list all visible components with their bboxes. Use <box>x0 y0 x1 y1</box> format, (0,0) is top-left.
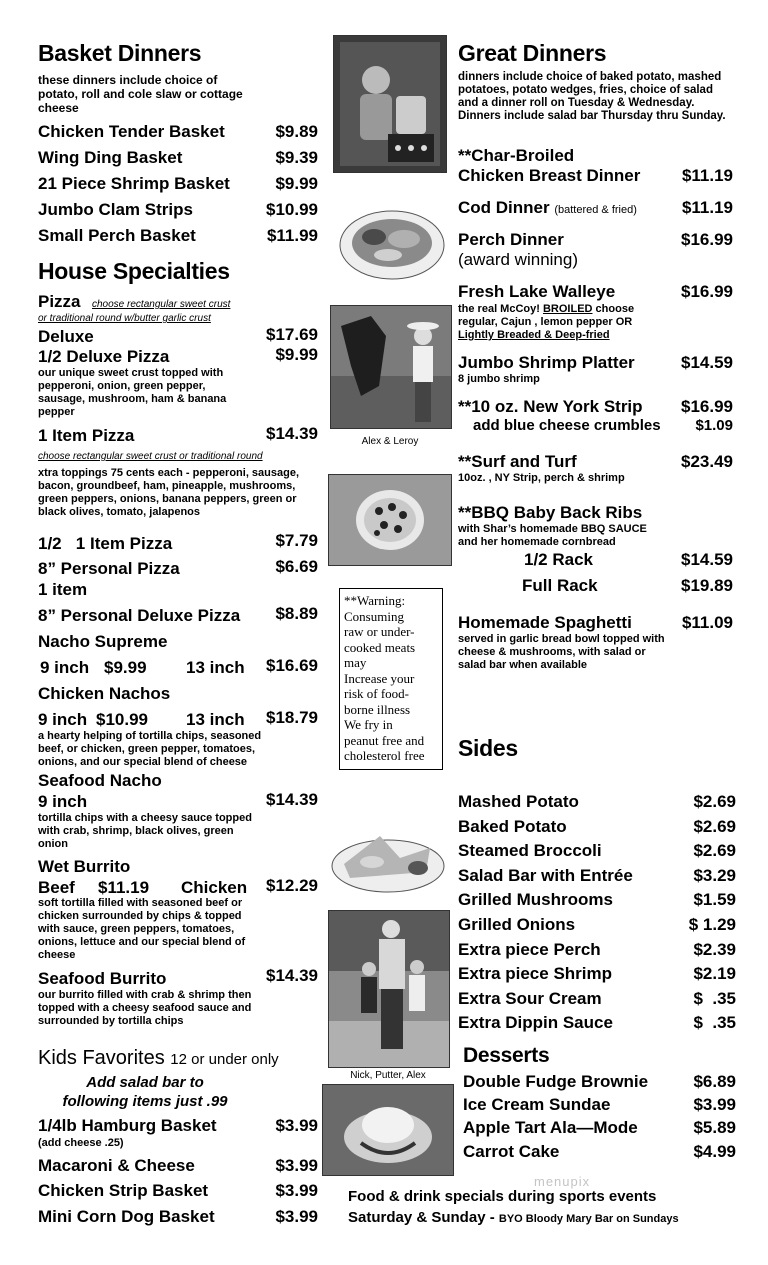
horse-photo-caption: Alex & Leroy <box>361 436 419 447</box>
bbq-ribs-desc-1: with Shar’s homemade BBQ SAUCE <box>458 523 647 535</box>
kids-item-name: Chicken Strip Basket <box>38 1181 209 1200</box>
basket-item-name: 21 Piece Shrimp Basket <box>38 174 230 193</box>
warning-line: risk of food- <box>344 686 409 701</box>
dessert-photo-graphic <box>323 1085 453 1175</box>
basket-item-price: $11.99 <box>266 226 318 245</box>
kids-favorites-title <box>38 1047 279 1070</box>
sides-item-name: Grilled Onions <box>458 915 576 934</box>
sides-item-price: $2.39 <box>693 939 736 959</box>
desserts-item-price: $3.99 <box>693 1095 736 1115</box>
ny-strip-price: $16.99 <box>681 397 733 416</box>
seafood-burrito-description: our burrito filled with crab & shrimp then topped with a cheesy seafood sauce and surrounded by tortilla chips <box>38 989 252 1027</box>
kids-title-text: Kids Favorites <box>38 1047 165 1069</box>
chicken-breast-price: $11.19 <box>681 166 733 185</box>
horse-photo-graphic <box>331 306 451 428</box>
half-one-item-name: 1/2 1 Item Pizza <box>38 534 173 553</box>
half-rack-name: 1/2 Rack <box>524 550 593 569</box>
kids-subtitle-1: Add salad bar to <box>86 1074 204 1091</box>
cn-13-price: $18.79 <box>266 708 318 727</box>
desserts-item-name: Carrot Cake <box>463 1141 560 1161</box>
warning-line: Consuming <box>344 608 404 624</box>
footer-bloody-mary: BYO Bloody Mary Bar on Sundays <box>498 1213 679 1225</box>
footer-weekend: Saturday & Sunday - <box>348 1209 495 1226</box>
ny-strip-name: **10 oz. New York Strip <box>458 397 643 416</box>
cn-13-label: 13 inch <box>186 710 245 729</box>
seafood-nacho-title: Seafood Nacho <box>38 771 162 790</box>
kids-item-price: $3.99 <box>275 1181 318 1200</box>
sides-item-price: $ .35 <box>693 988 736 1008</box>
seafood-nacho-description: tortilla chips with a cheesy sauce topped with crab, shrimp, black olives, green onion <box>38 812 252 850</box>
char-broiled-label: **Char-Broiled <box>458 146 575 165</box>
kids-item-note: (add cheese .25) <box>38 1137 124 1149</box>
nacho-plate-graphic <box>330 828 446 894</box>
full-rack-name: Full Rack <box>522 576 598 595</box>
kids-item-price: $3.99 <box>275 1116 318 1135</box>
basket-dinners-title: Basket Dinners <box>38 40 202 66</box>
sides-item-price: $1.59 <box>693 890 736 910</box>
surf-turf-name: **Surf and Turf <box>458 452 577 471</box>
bbq-ribs-name: **BBQ Baby Back Ribs <box>458 503 643 522</box>
deluxe-price: $17.69 <box>266 325 318 344</box>
nacho-9-label: 9 inch <box>40 658 90 677</box>
wet-burrito-beef-price: $11.19 <box>98 878 150 897</box>
desserts-item-price: $5.89 <box>693 1118 736 1138</box>
warning-line: Increase your <box>344 670 415 686</box>
cn-9-label: 9 inch <box>38 710 88 729</box>
trophy-photo-graphic <box>334 36 446 172</box>
kids-item-name: Mini Corn Dog Basket <box>38 1207 215 1226</box>
basket-item-name: Chicken Tender Basket <box>38 122 225 141</box>
family-photo-graphic <box>329 911 449 1067</box>
sides-item-name: Extra Dippin Sauce <box>458 1013 613 1033</box>
cod-dinner-note: (battered & fried) <box>554 204 637 216</box>
basket-description: these dinners include choice of potato, roll and cole slaw or cottage cheese <box>38 73 243 115</box>
desserts-title: Desserts <box>463 1044 550 1067</box>
sides-item-price: $2.19 <box>693 964 736 984</box>
surf-turf-price: $23.49 <box>681 452 733 471</box>
nacho-9-price: $9.99 <box>104 658 147 677</box>
family-photo <box>328 910 450 1068</box>
walleye-price: $16.99 <box>681 282 733 301</box>
house-specialties-title: House Specialties <box>38 258 230 284</box>
desserts-item-price: $6.89 <box>693 1072 736 1091</box>
warning-line: raw or under- <box>344 624 415 639</box>
warning-line: We fry in <box>344 717 393 732</box>
personal-pizza-name: 8” Personal Pizza <box>38 559 180 578</box>
wet-burrito-chicken-price: $12.29 <box>266 876 318 895</box>
walleye-name: Fresh Lake Walleye <box>458 282 616 301</box>
warning-line: cholesterol free <box>344 748 425 763</box>
warning-line: peanut free and <box>344 732 425 748</box>
pizza-photo-graphic <box>329 475 451 565</box>
footer-line-1: Food & drink specials during sports events <box>348 1188 657 1205</box>
one-item-note: choose rectangular sweet crust or traditional round <box>38 451 263 462</box>
sides-title: Sides <box>458 735 518 761</box>
wet-burrito-title: Wet Burrito <box>38 857 131 876</box>
spaghetti-name: Homemade Spaghetti <box>458 613 632 632</box>
pizza-photo <box>328 474 452 566</box>
cod-dinner <box>458 198 637 218</box>
sides-item-name: Mashed Potato <box>458 792 579 811</box>
walleye-desc-text: the real McCoy! <box>458 303 540 315</box>
seafood-nacho-size: 9 inch <box>38 792 88 811</box>
sides-item-price: $ .35 <box>693 1013 736 1033</box>
kids-title-note: 12 or under only <box>170 1051 279 1068</box>
sides-item-name: Extra piece Perch <box>458 939 601 959</box>
pizza-note: or traditional round w/butter garlic crust <box>38 313 211 324</box>
perch-dinner-price: $16.99 <box>681 230 733 249</box>
watermark: menupix <box>534 1174 591 1189</box>
nacho-13-price: $16.69 <box>266 656 318 675</box>
blue-cheese-price: $1.09 <box>695 417 733 434</box>
spaghetti-description: served in garlic bread bowl topped with cheese & mushrooms, with salad or salad bar when available <box>458 633 665 671</box>
sides-item-price: $2.69 <box>693 816 736 836</box>
vintage-trophy-photo <box>333 35 447 173</box>
spaghetti-price: $11.09 <box>681 613 733 632</box>
sides-item-name: Steamed Broccoli <box>458 841 602 861</box>
shrimp-plate-photo <box>338 207 446 281</box>
chicken-breast-name: Chicken Breast Dinner <box>458 166 641 185</box>
shrimp-platter-price: $14.59 <box>681 353 733 372</box>
basket-item-name: Small Perch Basket <box>38 226 196 245</box>
great-dinners-title: Great Dinners <box>458 40 607 66</box>
basket-item-price: $9.89 <box>275 122 318 141</box>
warning-line: cooked meats <box>344 639 416 655</box>
blue-cheese-addon: add blue cheese crumbles <box>473 417 661 434</box>
sides-item-name: Grilled Mushrooms <box>458 890 613 910</box>
personal-pizza-sub: 1 item <box>38 580 88 599</box>
sides-item-name: Baked Potato <box>458 816 567 836</box>
nacho-13-label: 13 inch <box>186 658 245 677</box>
sides-item-price: $2.69 <box>693 792 736 811</box>
walleye-description-2: regular, Cajun , lemon pepper OR <box>458 316 633 328</box>
kids-item-name: 1/4lb Hamburg Basket <box>38 1116 217 1135</box>
pizza-note: choose rectangular sweet crust <box>92 299 231 310</box>
full-rack-price: $19.89 <box>681 576 733 595</box>
basket-item-name: Jumbo Clam Strips <box>38 200 193 219</box>
basket-item-price: $9.39 <box>275 148 318 167</box>
shrimp-plate-graphic <box>338 207 446 281</box>
horse-photo <box>330 305 452 429</box>
personal-deluxe-name: 8” Personal Deluxe Pizza <box>38 606 241 625</box>
perch-dinner-name: Perch Dinner <box>458 230 564 249</box>
deluxe-name: Deluxe <box>38 327 94 346</box>
family-photo-caption: Nick, Putter, Alex <box>350 1070 426 1081</box>
kids-item-price: $3.99 <box>275 1207 318 1226</box>
warning-line: borne illness <box>344 701 411 717</box>
dessert-photo <box>322 1084 454 1176</box>
shrimp-platter-note: 8 jumbo shrimp <box>458 373 540 385</box>
wet-burrito-chicken: Chicken <box>181 878 248 897</box>
desserts-item-name: Apple Tart Ala—Mode <box>463 1118 638 1138</box>
wet-burrito-beef: Beef <box>38 878 75 897</box>
warning-line: **Warning: <box>344 593 406 608</box>
sides-item-name: Salad Bar with Entrée <box>458 865 633 885</box>
basket-item-price: $9.99 <box>275 174 318 193</box>
basket-item-name: Wing Ding Basket <box>38 148 183 167</box>
walleye-desc-choose: choose <box>595 303 635 315</box>
sides-item-name: Extra Sour Cream <box>458 988 602 1008</box>
cod-dinner-price: $11.19 <box>681 198 733 217</box>
walleye-description-3: Lightly Breaded & Deep-fried <box>458 329 610 341</box>
seafood-nacho-price: $14.39 <box>266 790 318 809</box>
seafood-burrito-name: Seafood Burrito <box>38 969 167 988</box>
sides-item-price: $3.29 <box>693 865 736 885</box>
walleye-description-1 <box>458 303 634 316</box>
walleye-desc-broiled: BROILED <box>542 303 593 315</box>
kids-item-name: Macaroni & Cheese <box>38 1156 195 1175</box>
half-rack-price: $14.59 <box>681 550 733 569</box>
half-deluxe-price: $9.99 <box>275 345 318 364</box>
kids-subtitle-2: following items just .99 <box>62 1093 228 1110</box>
kids-item-price: $3.99 <box>275 1156 318 1175</box>
personal-pizza-price: $6.69 <box>275 557 318 576</box>
wet-burrito-description: soft tortilla filled with seasoned beef or chicken surrounded by chips & topped with sauce, green peppers, tomatoes, onions, lettuce and our special blend of cheese <box>38 897 246 961</box>
deluxe-description: our unique sweet crust topped with pepperoni, onion, green pepper, sausage, mushroom, ham & banana pepper <box>38 367 227 418</box>
pizza-label: Pizza <box>38 292 81 311</box>
surf-turf-note: 10oz. , NY Strip, perch & shrimp <box>458 472 625 484</box>
one-item-pizza-price: $14.39 <box>266 424 318 443</box>
bbq-ribs-desc-2: and her homemade cornbread <box>458 536 616 548</box>
chicken-nachos-description: a hearty helping of tortilla chips, seasoned beef, or chicken, green pepper, tomatoes, onions, and our special blend of cheese <box>38 730 262 768</box>
perch-dinner-note: (award winning) <box>458 250 578 269</box>
sides-item-price: $ 1.29 <box>688 915 736 934</box>
cod-dinner-name: Cod Dinner <box>458 198 550 217</box>
seafood-burrito-price: $14.39 <box>266 966 318 985</box>
sides-item-price: $2.69 <box>693 841 736 861</box>
half-deluxe-name: 1/2 Deluxe Pizza <box>38 347 170 366</box>
desserts-item-name: Ice Cream Sundae <box>463 1095 611 1115</box>
chicken-nachos-title: Chicken Nachos <box>38 684 171 703</box>
warning-line: may <box>344 655 367 670</box>
shrimp-platter-name: Jumbo Shrimp Platter <box>458 353 635 372</box>
one-item-pizza-name: 1 Item Pizza <box>38 426 135 445</box>
great-description: dinners include choice of baked potato, mashed potatoes, potato wedges, fries, choice of salad and a dinner roll on Tuesday & Wednesday. Dinners include salad bar Thursday thru Sunday. <box>458 71 726 122</box>
desserts-item-name: Double Fudge Brownie <box>463 1072 649 1091</box>
food-safety-warning <box>339 588 443 770</box>
desserts-item-price: $4.99 <box>693 1141 736 1161</box>
cn-9-price: $10.99 <box>96 710 148 729</box>
sides-item-name: Extra piece Shrimp <box>458 964 613 984</box>
basket-item-price: $10.99 <box>266 200 318 219</box>
personal-deluxe-price: $8.89 <box>275 604 318 623</box>
half-one-item-price: $7.79 <box>275 531 318 550</box>
nacho-supreme-title: Nacho Supreme <box>38 632 168 651</box>
footer-line-2 <box>348 1209 679 1226</box>
toppings-description: xtra toppings 75 cents each - pepperoni, sausage, bacon, groundbeef, ham, pineapple, mushrooms, green peppers, onions, banana peppers, green or black olives, tomato, jalapenos <box>38 467 300 518</box>
nacho-plate-photo <box>330 828 446 894</box>
